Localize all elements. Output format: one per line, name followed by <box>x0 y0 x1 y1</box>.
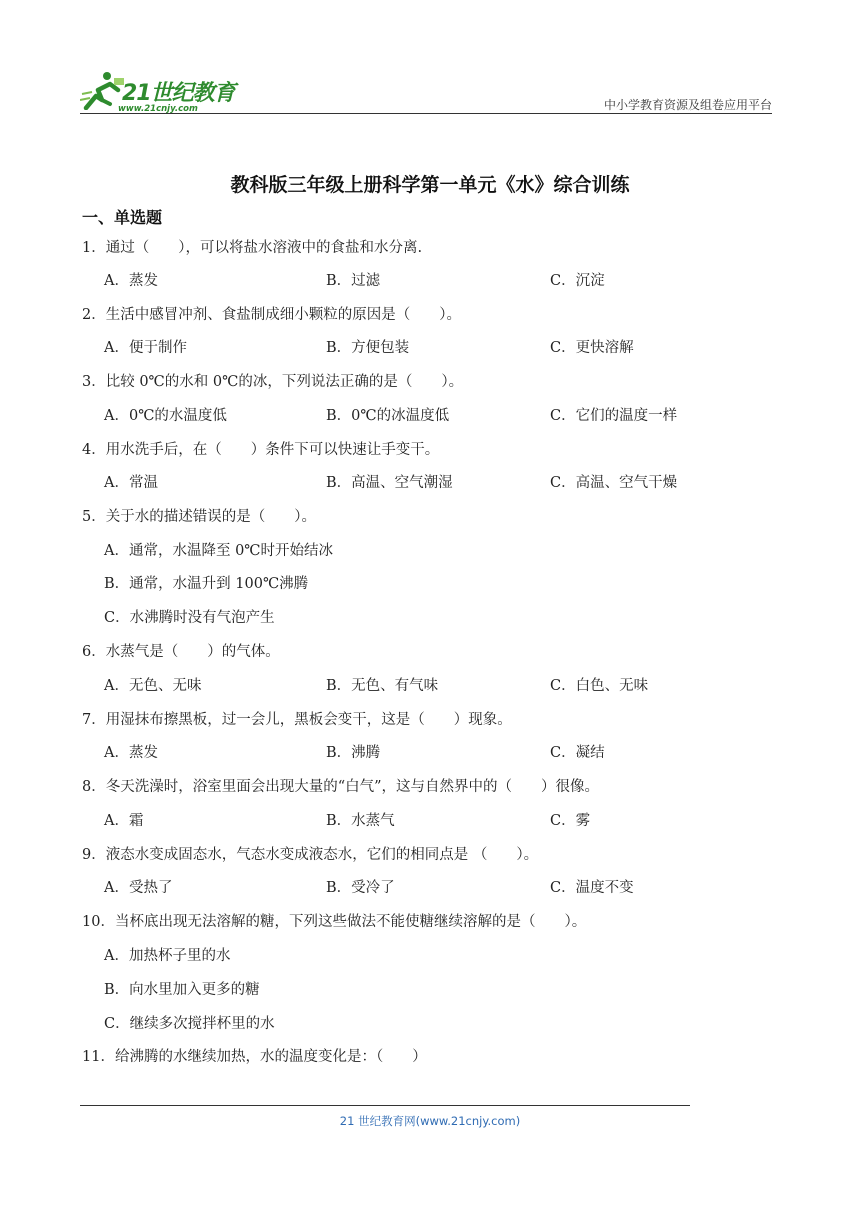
logo-text: 21世纪教育 <box>122 81 235 106</box>
option-c[interactable]: C．温度不变 <box>550 880 634 896</box>
option-b[interactable]: B．向水里加入更多的糖 <box>104 982 260 998</box>
site-logo[interactable] <box>80 70 310 114</box>
option-b[interactable]: B．沸腾 <box>326 745 381 761</box>
option-b[interactable]: B．受冷了 <box>326 880 395 896</box>
footer-link[interactable]: 21 世纪教育网(www.21cnjy.com) <box>339 1114 521 1128</box>
option-c[interactable]: C．高温、空气干燥 <box>550 475 678 491</box>
option-c[interactable]: C．雾 <box>550 813 591 829</box>
question-stem: 11．给沸腾的水继续加热，水的温度变化是：（ ） <box>82 1049 427 1065</box>
option-b[interactable]: B．过滤 <box>326 273 381 289</box>
question-stem: 6．水蒸气是（ ）的气体。 <box>82 644 280 660</box>
option-a[interactable]: A．蒸发 <box>104 745 158 761</box>
option-c[interactable]: C．白色、无味 <box>550 678 649 694</box>
option-b[interactable]: B．通常，水温升到 100℃沸腾 <box>104 576 309 592</box>
logo-url: www.21cnjy.com <box>118 104 198 114</box>
page-header <box>80 62 772 116</box>
option-c[interactable]: C．凝结 <box>550 745 605 761</box>
section-title: 一、单选题 <box>82 208 163 227</box>
option-c[interactable]: C．更快溶解 <box>550 340 634 356</box>
question-stem: 3．比较 0℃的水和 0℃的冰，下列说法正确的是（ ）。 <box>82 374 464 390</box>
option-a[interactable]: A．受热了 <box>104 880 173 896</box>
option-b[interactable]: B．水蒸气 <box>326 813 395 829</box>
option-c[interactable]: C．沉淀 <box>550 273 605 289</box>
option-c[interactable]: C．水沸腾时没有气泡产生 <box>104 610 275 626</box>
option-a[interactable]: A．加热杯子里的水 <box>104 948 231 964</box>
option-b[interactable]: B．高温、空气潮湿 <box>326 475 453 491</box>
option-a[interactable]: A．霜 <box>104 813 144 829</box>
question-stem: 2．生活中感冒冲剂、食盐制成细小颗粒的原因是（ ）。 <box>82 307 461 323</box>
platform-name: 中小学教育资源及组卷应用平台 <box>603 98 772 112</box>
option-a[interactable]: A．便于制作 <box>104 340 187 356</box>
option-a[interactable]: A．0℃的水温度低 <box>104 408 227 424</box>
option-b[interactable]: B．无色、有气味 <box>326 678 439 694</box>
question-stem: 9．液态水变成固态水，气态水变成液态水，它们的相同点是 （ ）。 <box>82 847 539 863</box>
question-stem: 8．冬天洗澡时，浴室里面会出现大量的“白气”，这与自然界中的（ ）很像。 <box>82 779 600 795</box>
option-a[interactable]: A．蒸发 <box>104 273 158 289</box>
footer-divider <box>80 1105 690 1106</box>
option-a[interactable]: A．通常，水温降至 0℃时开始结冰 <box>104 543 334 559</box>
option-c[interactable]: C．它们的温度一样 <box>550 408 678 424</box>
question-stem: 10．当杯底出现无法溶解的糖，下列这些做法不能使糖继续溶解的是（ ）。 <box>82 914 587 930</box>
question-stem: 1．通过（ ），可以将盐水溶液中的食盐和水分离. <box>82 240 423 256</box>
option-a[interactable]: A．常温 <box>104 475 158 491</box>
option-b[interactable]: B．方便包装 <box>326 340 410 356</box>
question-stem: 5．关于水的描述错误的是（ ）。 <box>82 509 316 525</box>
page-title: 教科版三年级上册科学第一单元《水》综合训练 <box>230 174 630 196</box>
question-stem: 4．用水洗手后，在（ ）条件下可以快速让手变干。 <box>82 442 440 458</box>
header-divider <box>80 113 772 114</box>
option-b[interactable]: B．0℃的冰温度低 <box>326 408 450 424</box>
option-c[interactable]: C．继续多次搅拌杯里的水 <box>104 1016 275 1032</box>
option-a[interactable]: A．无色、无味 <box>104 678 202 694</box>
question-stem: 7．用湿抹布擦黑板，过一会儿，黑板会变干，这是（ ）现象。 <box>82 712 512 728</box>
